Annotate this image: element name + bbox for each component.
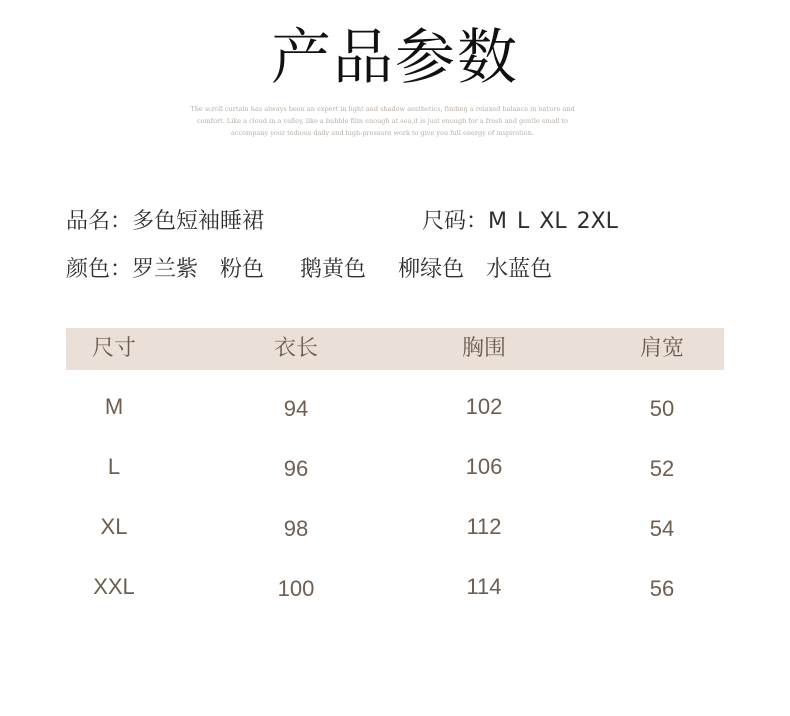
cell-shoulder: 50 [649,396,675,421]
table-row [66,490,724,550]
color-option: 粉色 [220,257,265,282]
cell-size: M [104,394,124,419]
cell-length: 96 [283,456,309,481]
color-row [66,255,552,285]
header-length: 衣长 [273,336,318,361]
color-option: 水蓝色 [486,257,553,282]
cell-bust: 114 [466,574,502,599]
cell-bust: 102 [465,394,503,419]
table-header [66,328,724,370]
color-option: 柳绿色 [398,257,465,282]
cell-size: XL [100,514,128,539]
product-name-value: 多色短袖睡裙 [132,209,265,234]
cell-bust: 112 [466,514,502,539]
color-option: 鹅黄色 [300,257,367,282]
table-row [66,550,724,610]
color-option: 罗兰紫 [132,257,199,282]
cell-shoulder: 54 [649,516,675,541]
table-row [66,370,724,430]
cell-length: 100 [277,576,315,601]
cell-bust: 106 [465,454,503,479]
header-size: 尺寸 [91,336,136,361]
header-bust: 胸围 [461,336,506,361]
size-label: 尺码： [422,209,489,234]
page-title: 产品参数 [271,23,519,93]
cell-shoulder: 56 [649,576,675,601]
size-option: XL [539,209,567,234]
size-option: M [488,209,507,234]
cell-size: L [107,454,121,479]
cell-shoulder: 52 [649,456,675,481]
cell-length: 94 [283,396,309,421]
size-spec-table [66,328,724,610]
cell-length: 98 [283,516,309,541]
subtitle-description: The scroll curtain has always been an expert in light and shadow aesthetics, finding a relaxed balance in nature and comfort. Like a cloud in a valley, like a bubble film enough at sea,it is just enough for a fresh and gentle small to accompany your tedious daily and high-pressure work to give you full energy of inspiration. [190,105,575,137]
table-row [66,430,724,490]
header-shoulder: 肩宽 [639,336,684,361]
color-label: 颜色： [66,257,133,282]
cell-size: XXL [93,574,135,599]
product-name-row [66,207,264,237]
size-option: 2XL [576,209,618,234]
size-row [422,207,618,237]
product-name-label: 品名： [66,209,133,234]
size-option: L [517,209,530,234]
